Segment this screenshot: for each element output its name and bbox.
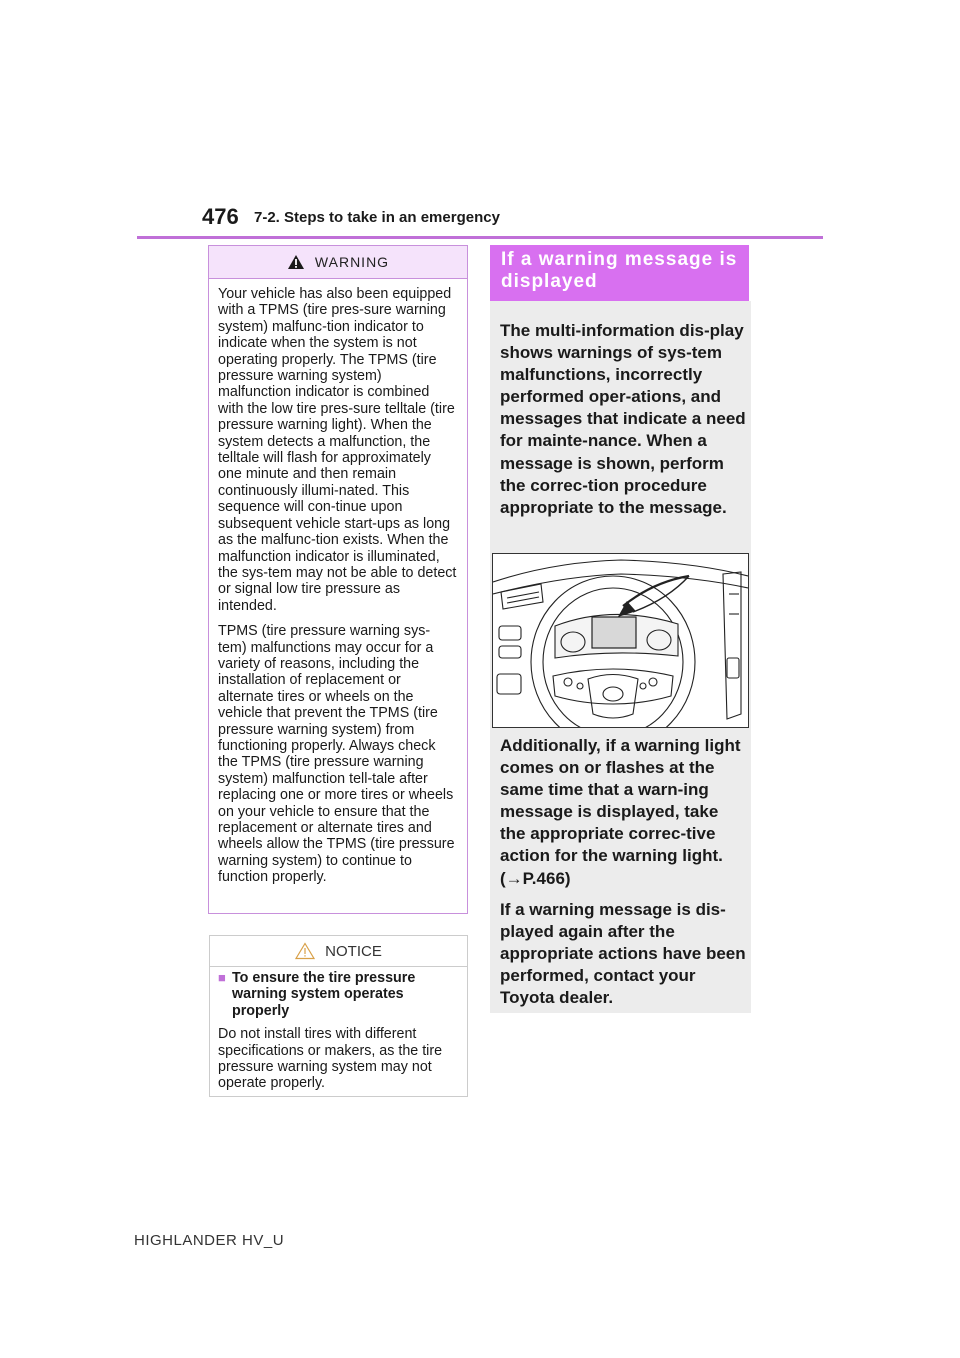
warning-header <box>209 246 467 279</box>
footer-model: HIGHLANDER HV_U <box>134 1232 285 1249</box>
notice-body <box>210 967 467 1092</box>
warning-title: WARNING <box>314 254 390 270</box>
page-number: 476 <box>202 204 239 229</box>
section-heading <box>490 245 749 301</box>
intro-paragraph: The multi-information dis-play shows warnings of sys-tem malfunctions, incorrectly performed oper-ations, and messages that indicate a need for mainte-nance. When a message is shown, perform the correc-tion procedure appropriate to the message. <box>500 321 746 517</box>
warning-triangle-icon <box>287 254 305 270</box>
caution-triangle-icon <box>295 942 315 960</box>
section-title: 7-2. Steps to take in an emergency <box>254 209 500 226</box>
section-heading-text: If a warning message is displayed <box>501 249 738 292</box>
warning-body <box>209 279 467 886</box>
steering-wheel-dashboard-drawing <box>493 554 748 727</box>
outro-text-block <box>500 735 746 1009</box>
warning-paragraph-1: Your vehicle has also been equipped with a TPMS (tire pres-sure warning system) malfunc-tion indicator to indicate when the system is not operating properly. The TPMS (tire pressure warning system) malfunction indicator is combined with the low tire pres-sure telltale (tire pressure warning light). When the system detects a malfunction, the telltale will flash for approximately one minute and then remain continuously illumi-nated. This sequence will con-tinue upon subsequent vehicle start-ups as long as the malfunc-tion exists. When the malfunction indicator is illuminated, the sys-tem may not be able to detect or signal low tire pressure as intended. <box>218 286 457 614</box>
page-header <box>137 200 823 239</box>
dashboard-illustration <box>492 553 749 728</box>
notice-title: NOTICE <box>325 942 382 960</box>
warning-box <box>208 245 468 914</box>
notice-subheading-text: To ensure the tire pressure warning system operates properly <box>232 970 416 1019</box>
warning-paragraph-2: TPMS (tire pressure warning sys-tem) malfunctions may occur for a variety of reasons, including the installation of replacement or alternate tires or wheels on the vehicle that prevent the TPMS (tire pressure warning system) from functioning properly. Always check the TPMS (tire pressure warning system) malfunction tell-tale after replacing one or more tires or wheels on your vehicle to ensure that the replacement or alternate tires and wheels allow the TPMS (tire pressure warning system) to continue to function properly. <box>218 623 455 886</box>
square-bullet-icon: ■ <box>218 970 226 985</box>
outro-paragraph-1: Additionally, if a warning light comes on or flashes at the same time that a warn-ing message is displayed, take the appropriate correc-tive action for the warning light. (→P.466) <box>500 736 741 888</box>
intro-text-block <box>500 320 746 519</box>
notice-box <box>209 935 468 1097</box>
notice-header <box>210 936 467 967</box>
notice-subheading <box>218 970 459 1019</box>
outro-paragraph-2: If a warning message is dis-played again after the appropriate actions have been performed, contact your Toyota dealer. <box>500 899 746 1008</box>
notice-text: Do not install tires with different specifications or makers, as the tire pressure warning system may not operate properly. <box>218 1026 443 1092</box>
